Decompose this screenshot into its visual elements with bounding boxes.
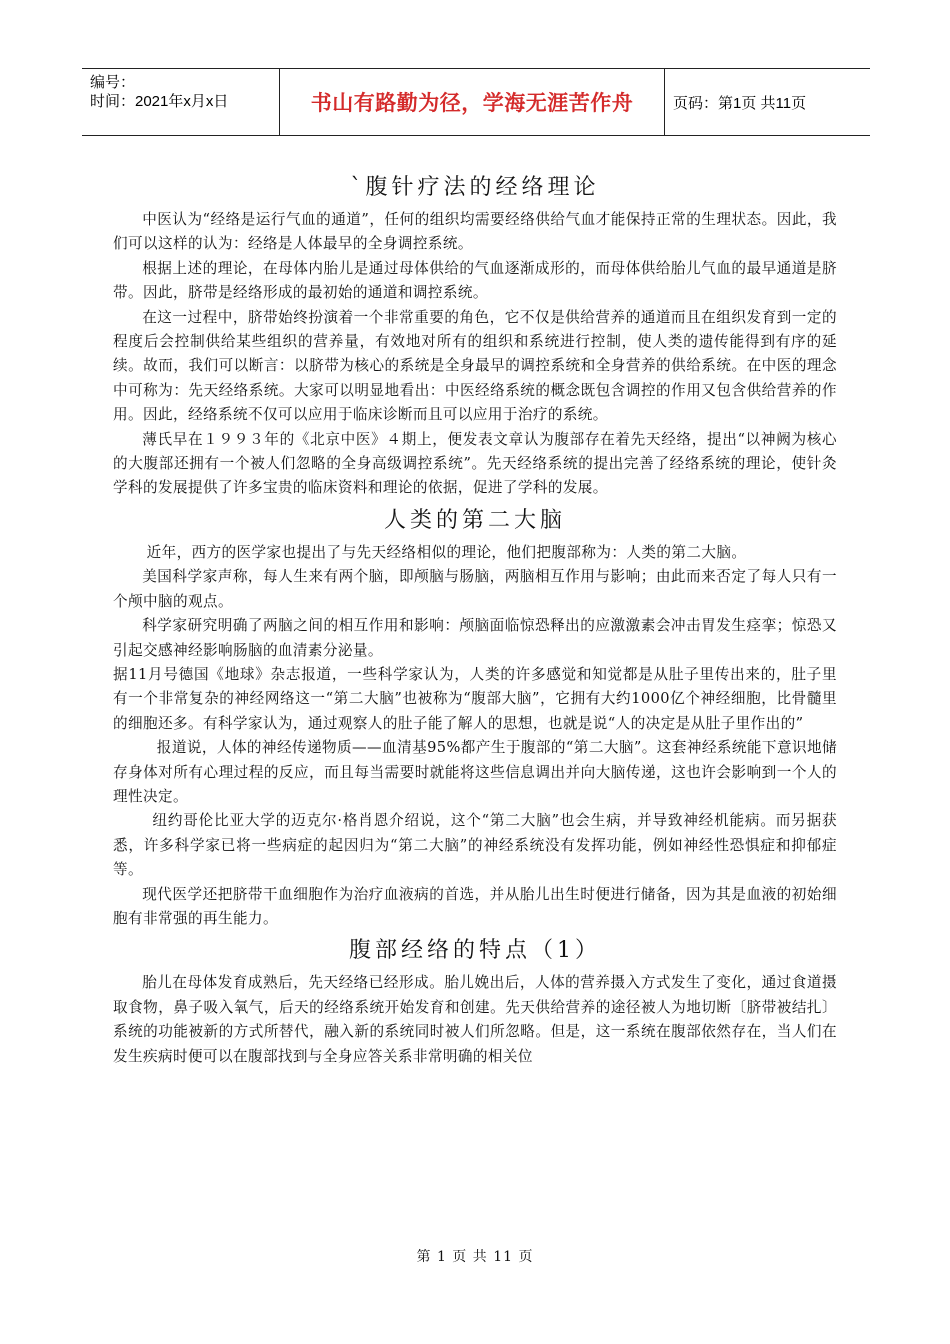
document-body bbox=[113, 168, 837, 1069]
paragraph: 据11月号德国《地球》杂志报道，一些科学家认为，人类的许多感觉和知觉都是从肚子里传出来的，肚子里有一个非常复杂的神经网络这一“第二大脑”也被称为“腹部大脑”，它拥有大约1000亿个神经细胞，比骨髓里的细胞还多。有科学家认为，通过观察人的肚子能了解人的思想，也就是说“人的决定是从肚子里作出的” bbox=[113, 665, 837, 732]
page-footer: 第 1 页 共 11 页 bbox=[416, 1249, 534, 1265]
section-title-3: 腹部经络的特点（1） bbox=[349, 938, 601, 964]
header-motto: 书山有路勤为径，学海无涯苦作舟 bbox=[280, 69, 665, 135]
header-meta bbox=[82, 69, 280, 135]
paragraph: 在这一过程中，脐带始终扮演着一个非常重要的角色，它不仅是供给营养的通道而且在组织发育到一定的程度后会控制供给某些组织的营养量，有效地对所有的组织和系统进行控制，使人类的遗传能得到有序的延续。故而，我们可以断言：以脐带为核心的系统是全身最早的调控系统和全身营养的供给系统。在中医的理念中可称为：先天经络系统。大家可以明显地看出：中医经络系统的概念既包含调控的作用又包含供给营养的作用。因此，经络系统不仅可以应用于临床诊断而且可以应用于治疗的系统。 bbox=[113, 308, 837, 424]
time-label: 时间：2021年x月x日 bbox=[90, 93, 229, 110]
paragraph: 报道说，人体的神经传递物质——血清基95%都产生于腹部的“第二大脑”。这套神经系统能下意识地储存身体对所有心理过程的反应，而且每当需要时就能将这些信息调出并向大脑传递，这也许会影响到一个人的理性决定。 bbox=[113, 739, 837, 805]
paragraph: 美国科学家声称，每人生来有两个脑，即颅脑与肠脑，两脑相互作用与影响；由此而来否定了每人只有一个颅中脑的观点。 bbox=[113, 568, 837, 610]
page-header bbox=[82, 68, 870, 136]
number-label: 编号： bbox=[90, 74, 136, 91]
section-title-1: `腹针疗法的经络理论 bbox=[350, 175, 600, 200]
paragraph: 胎儿在母体发育成熟后，先天经络已经形成。胎儿娩出后，人体的营养摄入方式发生了变化，通过食道摄取食物，鼻子吸入氧气，后天的经络系统开始发育和创建。先天供给营养的途径被人为地切断〔脐带被结扎〕系统的功能被新的方式所替代，融入新的系统同时被人们所忽略。但是，这一系统在腹部依然存在，当人们在发生疾病时便可以在腹部找到与全身应答关系非常明确的相关位 bbox=[113, 974, 837, 1065]
paragraph: 纽约哥伦比亚大学的迈克尔·格肖恩介绍说，这个“第二大脑”也会生病，并导致神经机能病。而另据获悉，许多科学家已将一些病症的起因归为“第二大脑”的神经系统没有发挥功能，例如神经性恐惧症和抑郁症等。 bbox=[113, 812, 837, 879]
paragraph: 根据上述的理论，在母体内胎儿是通过母体供给的气血逐渐成形的，而母体供给胎儿气血的最早通道是脐带。因此，脐带是经络形成的最初始的通道和调控系统。 bbox=[113, 259, 837, 302]
header-page-info: 页码：第1页 共11页 bbox=[673, 94, 807, 112]
paragraph: 近年，西方的医学家也提出了与先天经络相似的理论，他们把腹部称为：人类的第二大脑。 bbox=[146, 543, 747, 561]
section-title-2: 人类的第二大脑 bbox=[383, 507, 566, 533]
paragraph: 中医认为“经络是运行气血的通道”，任何的组织均需要经络供给气血才能保持正常的生理状态。因此，我们可以这样的认为：经络是人体最早的全身调控系统。 bbox=[113, 211, 837, 253]
paragraph: 薄氏早在１９９３年的《北京中医》４期上，便发表文章认为腹部存在着先天经络，提出“以神阙为核心的大腹部还拥有一个被人们忽略的全身高级调控系统”。先天经络系统的提出完善了经络系统的理论，使针灸学科的发展提供了许多宝贵的临床资料和理论的依据，促进了学科的发展。 bbox=[113, 430, 837, 497]
paragraph: 科学家研究明确了两脑之间的相互作用和影响：颅脑面临惊恐释出的应激激素会冲击胃发生痉挛；惊恐又引起交感神经影响肠脑的血清素分泌量。 bbox=[113, 617, 837, 659]
paragraph: 现代医学还把脐带干血细胞作为治疗血液病的首选，并从胎儿出生时便进行储备，因为其是血液的初始细胞有非常强的再生能力。 bbox=[113, 885, 837, 927]
